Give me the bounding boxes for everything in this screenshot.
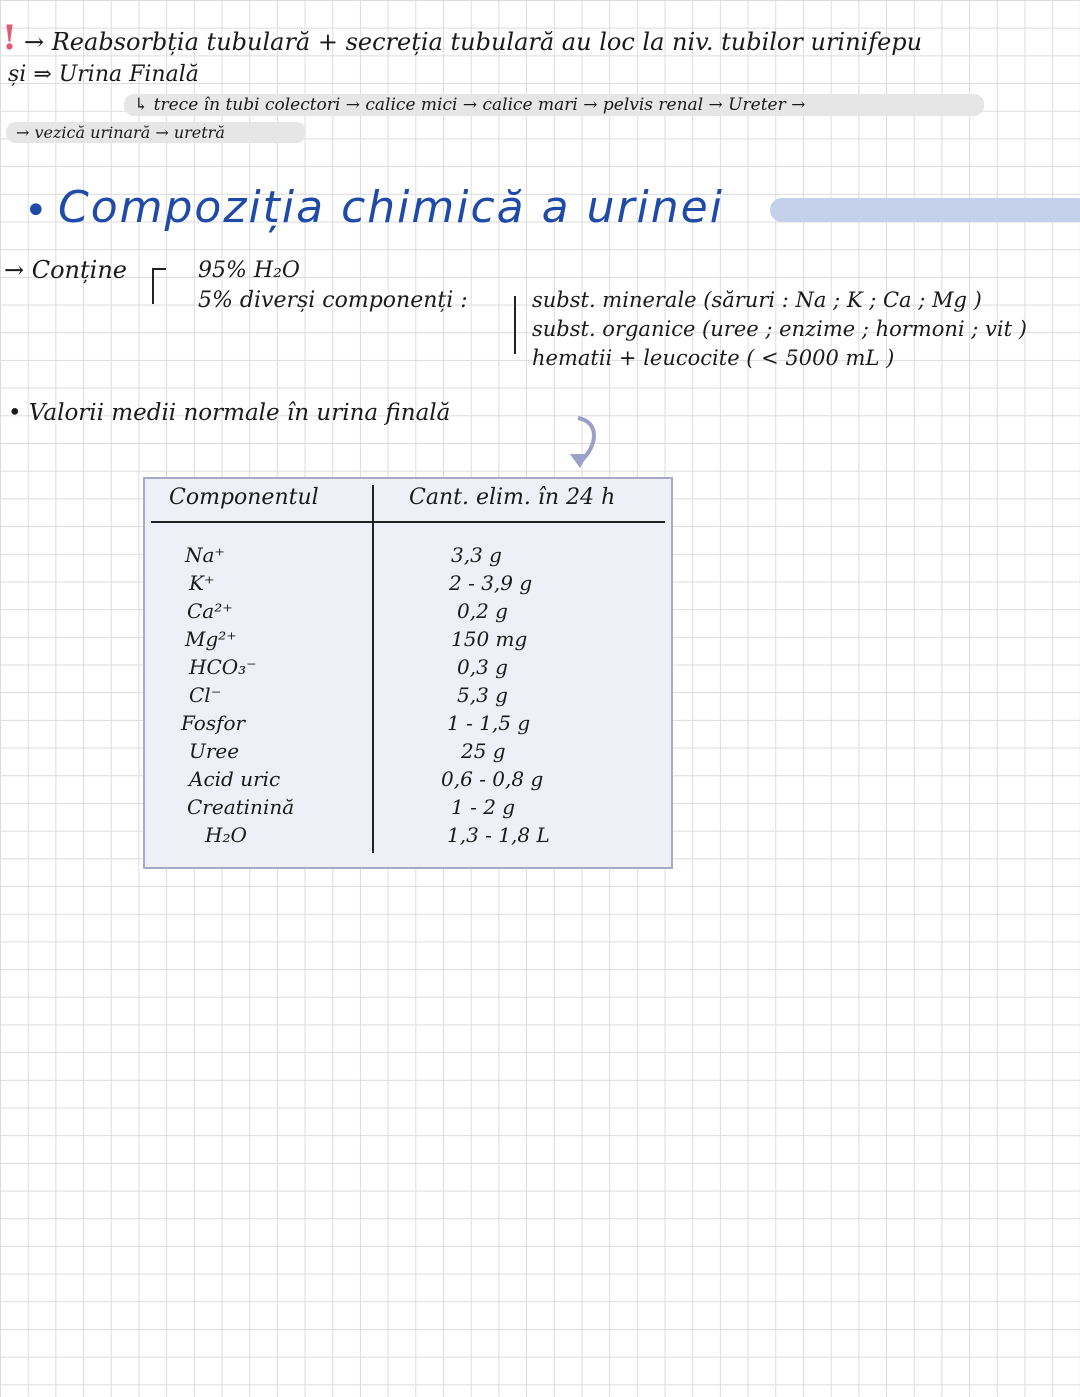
bracket-sub [514,296,526,354]
table-column-divider [372,485,374,853]
table-cell-value: 1 - 1,5 g [447,711,531,735]
table-cell-value: 150 mg [451,627,528,651]
water-percent: 95% H₂O [198,258,300,283]
values-heading: • Valorii medii normale în urina finală [8,400,451,426]
table-cell-component: Cl⁻ [189,683,222,707]
table-cell-component: Na⁺ [185,543,225,567]
cells-count: hematii + leucocite ( < 5000 mL ) [532,346,895,370]
table-cell-value: 25 g [461,739,506,763]
table-cell-component: Ca²⁺ [187,599,233,623]
table-cell-value: 0,6 - 0,8 g [441,767,544,791]
organic-substances: subst. organice (uree ; enzime ; hormoni ; vit ) [532,317,1027,341]
title-bullet: • [24,188,48,234]
mineral-substances: subst. minerale (săruri : Na ; K ; Ca ; Mg ) [532,288,982,312]
note-line-4: → vezică urinară → uretră [6,122,306,143]
table-cell-value: 0,3 g [457,655,508,679]
values-table [143,477,673,869]
table-cell-component: Uree [189,739,240,763]
table-cell-value: 3,3 g [451,543,502,567]
section-title: Compoziția chimică a urinei [58,182,724,233]
contains-label: → Conține [4,256,127,284]
table-cell-component: H₂O [205,823,247,847]
table-cell-value: 2 - 3,9 g [449,571,533,595]
table-header-component: Componentul [169,485,319,510]
bracket-main [152,268,166,304]
title-highlight-bar [770,198,1080,222]
note-line-3: ↳ trece în tubi colectori → calice mici → calice mari → pelvis renal → Ureter → [124,94,984,116]
other-percent: 5% diverși componenți : [198,288,468,313]
note-line-1: → Reabsorbția tubulară + secreția tubulară au loc la niv. tubilor urinifери [24,28,923,56]
table-cell-value: 0,2 g [457,599,508,623]
table-cell-component: Fosfor [181,711,246,735]
table-cell-component: HCO₃⁻ [189,655,257,679]
table-header-amount: Cant. elim. în 24 h [409,485,616,510]
note-line-2: și ⇒ Urina Finală [8,62,199,87]
table-cell-component: Acid uric [189,767,281,791]
table-cell-value: 1,3 - 1,8 L [447,823,550,847]
table-cell-component: Mg²⁺ [185,627,237,651]
exclamation-mark: ! [2,18,17,58]
table-cell-component: Creatinină [187,795,295,819]
curved-arrow-icon [560,412,610,472]
table-header-divider [151,521,665,523]
table-cell-component: K⁺ [189,571,215,595]
table-cell-value: 5,3 g [457,683,508,707]
table-cell-value: 1 - 2 g [451,795,516,819]
